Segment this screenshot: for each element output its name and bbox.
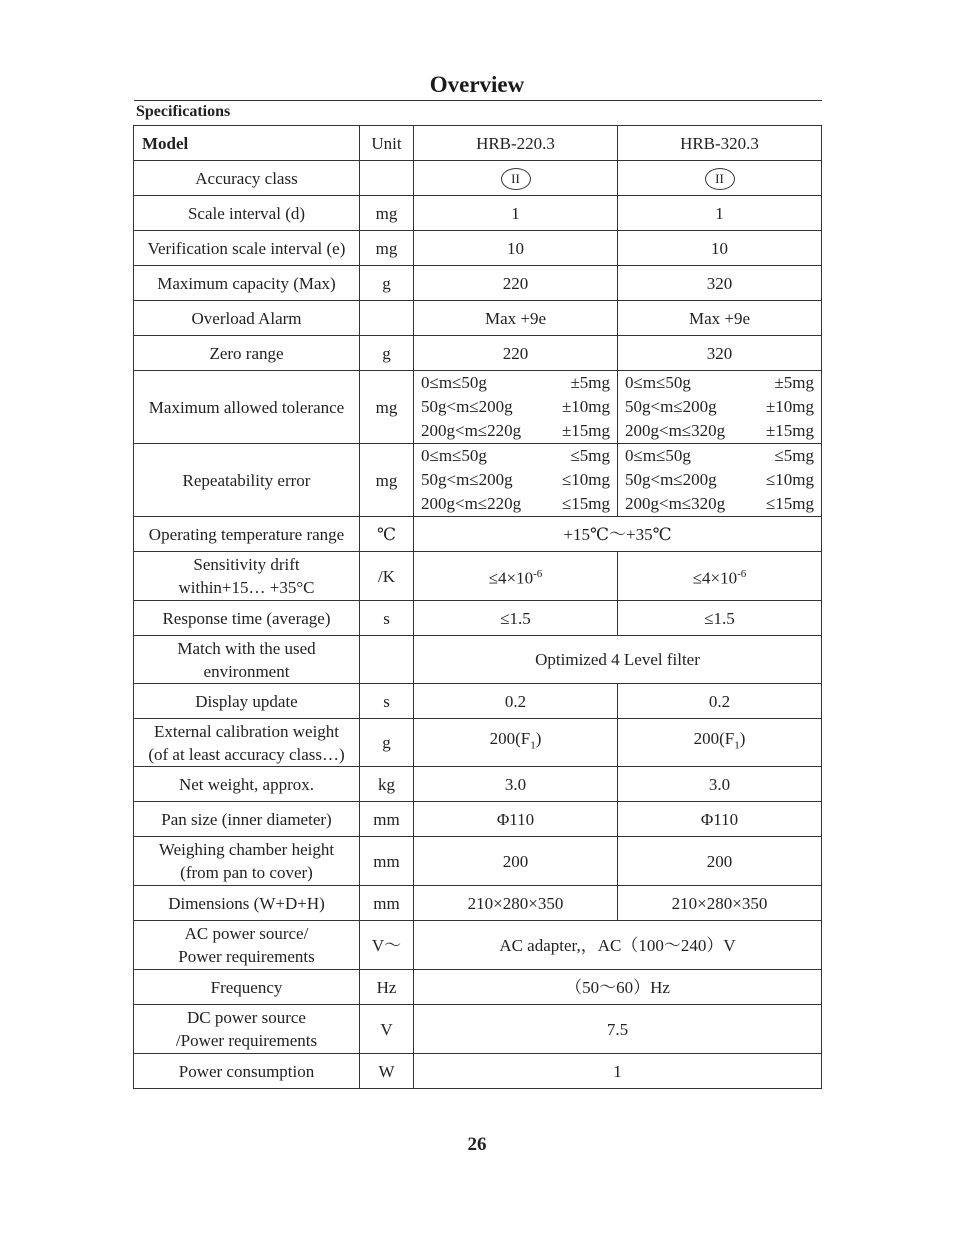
table-row (134, 601, 822, 636)
tolerance-range: 50g<m≤200g (421, 397, 513, 416)
header-model: Model (134, 126, 360, 161)
repeatability-value: ≤5mg (774, 446, 814, 465)
row-value: 3.0 (414, 767, 618, 802)
repeatability-value: ≤5mg (570, 446, 610, 465)
table-row (134, 1005, 822, 1054)
row-label: Response time (average) (134, 601, 360, 636)
row-unit: mg (360, 371, 414, 444)
row-value: +15℃～+35℃ (414, 517, 822, 552)
table-header-row (134, 126, 822, 161)
table-row (134, 636, 822, 684)
row-value: 7.5 (414, 1005, 822, 1054)
repeatability-value: ≤10mg (765, 470, 814, 489)
row-value: Max +9e (414, 301, 618, 336)
tolerance-range: 0≤m≤50g (625, 373, 691, 392)
table-row (134, 371, 822, 444)
repeatability-range: 0≤m≤50g (625, 446, 691, 465)
repeatability-range: 0≤m≤50g (421, 446, 487, 465)
tolerance-range: 50g<m≤200g (625, 397, 717, 416)
row-unit: ℃ (360, 517, 414, 552)
row-value: 0.2 (618, 684, 822, 719)
row-value (414, 161, 618, 196)
accuracy-class-badge: II (501, 168, 531, 190)
table-row (134, 552, 822, 601)
row-unit: W (360, 1054, 414, 1089)
row-label: DC power source /Power requirements (134, 1005, 360, 1054)
row-value: Φ110 (414, 802, 618, 837)
row-value: 10 (618, 231, 822, 266)
row-label: Zero range (134, 336, 360, 371)
row-unit: kg (360, 767, 414, 802)
tolerance-value: ±15mg (561, 421, 610, 440)
row-value: Max +9e (618, 301, 822, 336)
row-unit: mg (360, 196, 414, 231)
table-row (134, 767, 822, 802)
tolerance-value: ±5mg (570, 373, 610, 392)
row-label: Maximum capacity (Max) (134, 266, 360, 301)
row-value (618, 444, 822, 517)
row-label: Sensitivity drift within+15… +35°C (134, 552, 360, 601)
row-unit (360, 161, 414, 196)
row-label: Maximum allowed tolerance (134, 371, 360, 444)
tolerance-range: 200g<m≤220g (421, 421, 522, 440)
tolerance-value: ±5mg (774, 373, 814, 392)
row-value: $\le 4\times 10^{-6}$ (414, 552, 618, 601)
row-value: $200(F_1)$ (618, 719, 822, 767)
row-unit: g (360, 719, 414, 767)
tolerance-range: 200g<m≤320g (625, 421, 726, 440)
header-unit: Unit (360, 126, 414, 161)
row-value: 320 (618, 336, 822, 371)
row-label: Net weight, approx. (134, 767, 360, 802)
table-row (134, 517, 822, 552)
row-label: Accuracy class (134, 161, 360, 196)
page-title: Overview (429, 72, 525, 97)
repeatability-range: 200g<m≤220g (421, 494, 522, 513)
row-label: Scale interval (d) (134, 196, 360, 231)
row-value (618, 161, 822, 196)
header-col1: HRB-220.3 (414, 126, 618, 161)
row-value: ≤1.5 (414, 601, 618, 636)
row-value: （50～60）Hz (414, 970, 822, 1005)
repeatability-value: ≤15mg (765, 494, 814, 513)
row-label: Display update (134, 684, 360, 719)
row-value: AC adapter,，AC（100～240）V (414, 921, 822, 970)
row-label: External calibration weight (of at least accuracy class…) (134, 719, 360, 767)
row-label: Match with the used environment (134, 636, 360, 684)
row-value: 10 (414, 231, 618, 266)
row-value: Optimized 4 Level filter (414, 636, 822, 684)
table-row (134, 802, 822, 837)
table-row (134, 231, 822, 266)
row-unit (360, 301, 414, 336)
row-unit: s (360, 601, 414, 636)
table-row (134, 970, 822, 1005)
row-value: 1 (414, 196, 618, 231)
repeatability-range: 50g<m≤200g (625, 470, 717, 489)
row-unit: mm (360, 886, 414, 921)
table-row (134, 266, 822, 301)
table-row (134, 196, 822, 231)
tolerance-value: ±15mg (765, 421, 814, 440)
row-unit: s (360, 684, 414, 719)
row-unit: g (360, 266, 414, 301)
table-row (134, 301, 822, 336)
row-label: Power consumption (134, 1054, 360, 1089)
row-value: ≤1.5 (618, 601, 822, 636)
row-unit (360, 636, 414, 684)
header-col2: HRB-320.3 (618, 126, 822, 161)
row-unit: mm (360, 802, 414, 837)
row-value: 200 (414, 837, 618, 886)
row-unit: V～ (360, 921, 414, 970)
row-unit: mg (360, 444, 414, 517)
row-unit: mg (360, 231, 414, 266)
row-label: Operating temperature range (134, 517, 360, 552)
row-unit: /K (360, 552, 414, 601)
tolerance-range: 0≤m≤50g (421, 373, 487, 392)
row-unit: Hz (360, 970, 414, 1005)
row-value (414, 444, 618, 517)
row-value: $200(F_1)$ (414, 719, 618, 767)
row-value: $\le 4\times 10^{-6}$ (618, 552, 822, 601)
title-divider (134, 100, 822, 101)
row-value: Φ110 (618, 802, 822, 837)
row-value (414, 371, 618, 444)
row-value: 1 (618, 196, 822, 231)
table-row (134, 837, 822, 886)
row-label: Frequency (134, 970, 360, 1005)
row-label: Weighing chamber height (from pan to cover) (134, 837, 360, 886)
row-label: Verification scale interval (e) (134, 231, 360, 266)
table-row (134, 921, 822, 970)
row-unit: mm (360, 837, 414, 886)
accuracy-class-badge: II (705, 168, 735, 190)
row-label: Overload Alarm (134, 301, 360, 336)
row-label: Repeatability error (134, 444, 360, 517)
row-value: 220 (414, 336, 618, 371)
table-row (134, 161, 822, 196)
repeatability-value: ≤10mg (561, 470, 610, 489)
page-number: 26 (467, 1134, 487, 1155)
repeatability-range: 50g<m≤200g (421, 470, 513, 489)
section-label: Specifications (136, 103, 231, 120)
row-value: 1 (414, 1054, 822, 1089)
row-value: 220 (414, 266, 618, 301)
tolerance-value: ±10mg (561, 397, 610, 416)
specifications-table (133, 125, 822, 1089)
row-value: 210×280×350 (618, 886, 822, 921)
repeatability-range: 200g<m≤320g (625, 494, 726, 513)
tolerance-value: ±10mg (765, 397, 814, 416)
table-row (134, 886, 822, 921)
row-value: 210×280×350 (414, 886, 618, 921)
row-value: 3.0 (618, 767, 822, 802)
row-label: AC power source/ Power requirements (134, 921, 360, 970)
table-row (134, 719, 822, 767)
table-row (134, 684, 822, 719)
table-row (134, 336, 822, 371)
row-unit: V (360, 1005, 414, 1054)
repeatability-value: ≤15mg (561, 494, 610, 513)
row-value: 200 (618, 837, 822, 886)
row-label: Pan size (inner diameter) (134, 802, 360, 837)
row-value: 320 (618, 266, 822, 301)
table-row (134, 444, 822, 517)
row-value: 0.2 (414, 684, 618, 719)
row-label: Dimensions (W+D+H) (134, 886, 360, 921)
row-unit: g (360, 336, 414, 371)
row-value (618, 371, 822, 444)
table-row (134, 1054, 822, 1089)
